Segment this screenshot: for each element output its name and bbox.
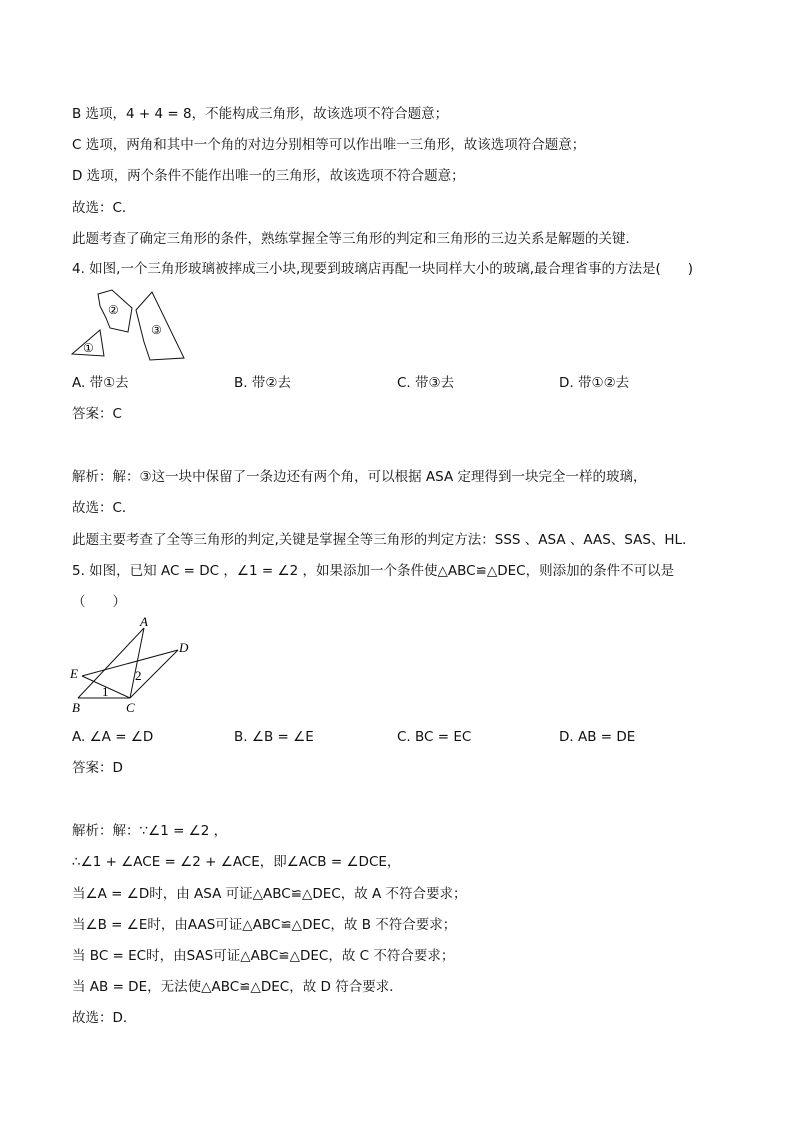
label-B: B <box>72 700 80 715</box>
label-E: E <box>70 666 78 681</box>
glass-pieces-figure <box>70 288 190 368</box>
analysis-line: ∴∠1 + ∠ACE = ∠2 + ∠ACE，即∠ACB = ∠DCE， <box>72 854 401 870</box>
text-line: C 选项，两角和其中一个角的对边分别相等可以作出唯一三角形，故该选项符合题意； <box>72 137 586 153</box>
summary: 此题主要考查了全等三角形的判定,关键是掌握全等三角形的判定方法：SSS 、ASA 、AAS、SAS、HL． <box>72 532 696 548</box>
option-a: A. ∠A = ∠D <box>72 729 154 745</box>
label-1: 1 <box>102 684 109 699</box>
text-line: 故选：C． <box>72 200 136 216</box>
analysis-line: 当∠B = ∠E时，由AAS可证△ABC≌△DEC，故 B 不符合要求； <box>72 917 457 933</box>
label-D: D <box>179 640 189 655</box>
option-c: C. BC = EC <box>397 729 472 745</box>
answer: 答案：C <box>72 406 122 422</box>
text-line: D 选项，两个条件不能作出唯一的三角形，故该选项不符合题意； <box>72 168 465 184</box>
label-A: A <box>140 614 148 629</box>
glass-piece-1-label: ① <box>83 341 94 355</box>
option-b: B. 带②去 <box>234 375 291 391</box>
option-d: D. AB = DE <box>559 729 636 745</box>
triangle-figure <box>68 614 198 718</box>
question-5-paren: （ ） <box>72 594 126 610</box>
glass-piece-2-label: ② <box>108 303 119 317</box>
option-b: B. ∠B = ∠E <box>234 729 314 745</box>
choose-line: 故选：D． <box>72 1010 137 1026</box>
question-4-stem: 4. 如图,一个三角形玻璃被摔成三小块,现要到玻璃店再配一块同样大小的玻璃,最合理省事的方法是( ) <box>72 261 694 277</box>
text-line: 此题考查了确定三角形的条件，熟练掌握全等三角形的判定和三角形的三边关系是解题的关键． <box>72 231 639 247</box>
label-2: 2 <box>135 668 142 683</box>
answer: 答案：D <box>72 760 123 776</box>
analysis-line: 解析：解：∵∠1 = ∠2 ， <box>72 823 228 839</box>
analysis-line: 当∠A = ∠D时，由 ASA 可证△ABC≌△DEC，故 A 不符合要求； <box>72 886 467 902</box>
analysis-line: 当 AB = DE，无法使△ABC≌△DEC，故 D 符合要求． <box>72 979 403 995</box>
analysis-line: 当 BC = EC时，由SAS可证△ABC≌△DEC，故 C 不符合要求； <box>72 948 455 964</box>
glass-piece-3-label: ③ <box>151 323 162 337</box>
option-d: D. 带①②去 <box>559 375 630 391</box>
label-C: C <box>126 700 135 715</box>
option-a: A. 带①去 <box>72 375 129 391</box>
option-c: C. 带③去 <box>397 375 455 391</box>
analysis: 解析：解：③这一块中保留了一条边还有两个角，可以根据 ASA 定理得到一块完全一样的玻璃， <box>72 469 647 485</box>
choose-line: 故选：C． <box>72 500 136 516</box>
text-line: B 选项，4 + 4 = 8，不能构成三角形，故该选项不符合题意； <box>72 106 449 122</box>
question-5-stem: 5. 如图，已知 AC = DC ，∠1 = ∠2 ，如果添加一个条件使△ABC≌△DEC，则添加的条件不可以是 <box>72 563 675 579</box>
